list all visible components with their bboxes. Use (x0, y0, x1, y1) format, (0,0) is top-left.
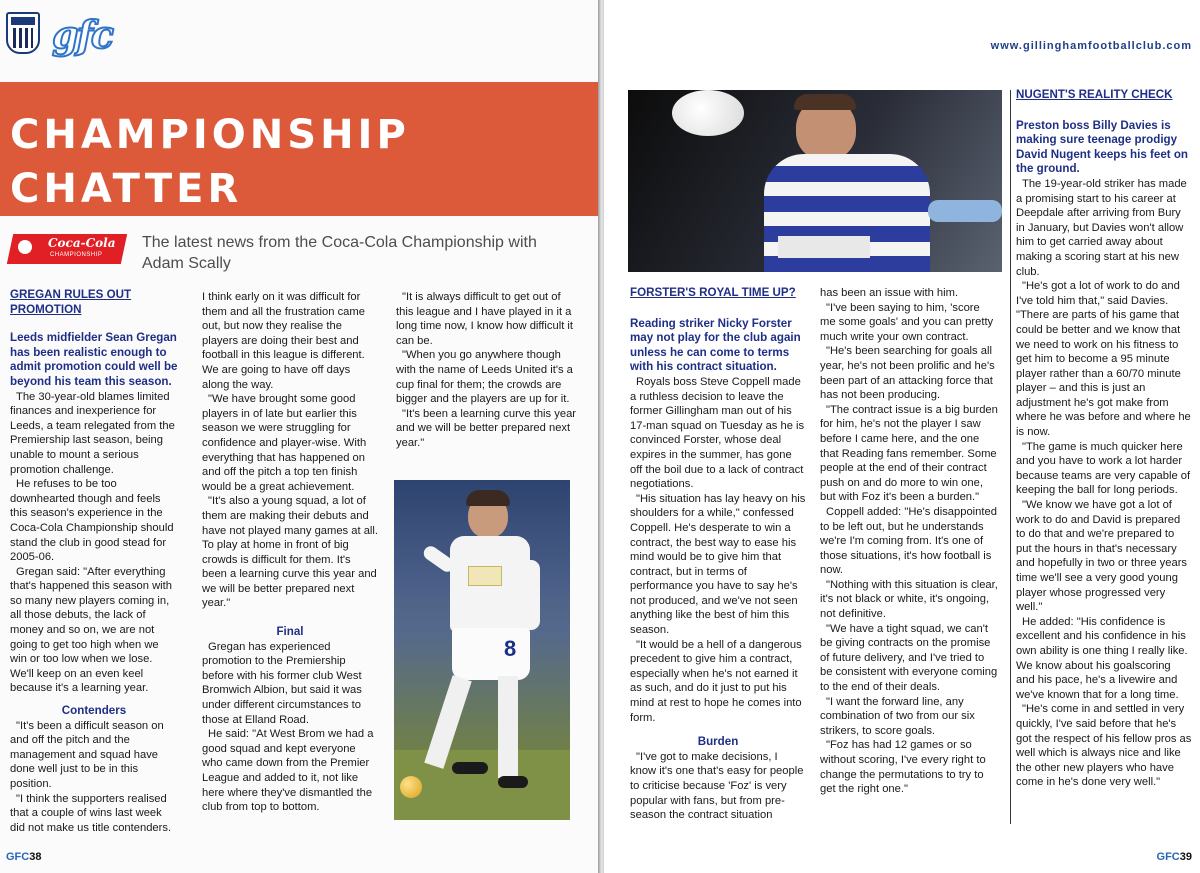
gregan-standfirst: Leeds midfielder Sean Gregan has been realistic enough to admit promotion could well be beyond his team this season. (10, 331, 178, 388)
forster-column-2 (820, 286, 998, 797)
gregan-column-1 (10, 288, 178, 835)
paragraph: "It's been a learning curve this year and we will be better prepared next year." (396, 407, 577, 449)
subhead-contenders: Contenders (61, 704, 127, 718)
column-divider (1010, 90, 1011, 824)
paragraph: "I think the supporters realised that a couple of wins last week did not make us title contenders. (10, 792, 172, 834)
headline-line-1: CHAMPIONSHIP (10, 112, 410, 158)
forster-photo (628, 90, 1002, 272)
forster-heading: FORSTER'S ROYAL TIME UP? (630, 286, 796, 299)
gregan-photo (394, 480, 570, 820)
opponent-arm (928, 200, 1002, 222)
paragraph: He added: "His confidence is excellent and his confidence in his own ability is one thing I really like. We know about his goalscoring and his pace, he's a livewire and we've known that for a long time. (1016, 615, 1188, 701)
football-icon (672, 90, 744, 136)
player-hair (794, 94, 856, 110)
paragraph: He refuses to be too downhearted though and feels this season's experience in the Coca-Cola Championship should stand the club in good stead for 2005-06. (10, 478, 174, 564)
headline-line-2: CHATTER (10, 166, 243, 212)
paragraph: The 19-year-old striker has made a promising start to his career at Deepdale after arriving from Bury in January, but Davies won't allow him to get carried away about making a scoring start at his new club. (1016, 177, 1187, 278)
paragraph: "We know we have got a lot of work to do and David is prepared to do that and we're prepared to put the hours in that's necessary and hopefully in two or three years time we'll see a very good young player whose progressed very well." (1016, 499, 1188, 614)
paragraph: "We have brought some good players in of late but earlier this season we were struggling for confidence and player-wise. With everything that has happened on and off the pitch a top ten finish would be a great achievement. (202, 393, 367, 493)
page-headline (10, 108, 410, 216)
left-page (0, 0, 598, 873)
paragraph: "It is always difficult to get out of this league and I have played in it a long time now, I know how difficult it can be. (396, 291, 574, 347)
sponsor-badge-label: Coca-Cola (48, 236, 116, 250)
paragraph: "It's been a difficult season on and off the pitch and the management and squad have done well just to be in this position. (10, 719, 164, 790)
nugent-standfirst: Preston boss Billy Davies is making sure teenage prodigy David Nugent keeps his feet on the ground. (1016, 118, 1189, 176)
player-shorts (452, 628, 530, 680)
paragraph: Coppell added: "He's disappointed to be left out, but he understands we're I'm coming from. It's one of those situations, it's how football is now. (820, 505, 997, 577)
paragraph: Royals boss Steve Coppell made a ruthless decision to leave the former Gillingham man out of his 17-man squad on Tuesday as he is convinced Forster, whose deal expires in the summer, has gone off the boil due to a lack of contract negotiations. (630, 375, 805, 491)
paragraph: The 30-year-old blames limited finances and inexperience for Leeds, a team relegated from the Premiership last season, being unable to mount a serious promotion challenge. (10, 390, 175, 476)
gregan-heading: GREGAN RULES OUT PROMOTION (10, 288, 132, 316)
nugent-column (1016, 88, 1192, 790)
forster-standfirst: Reading striker Nicky Forster may not play for the club again unless he can come to terms with his contract situation. (630, 316, 801, 374)
paragraph: has been an issue with him. (820, 287, 959, 299)
strapline: The latest news from the Coca-Cola Championship with Adam Scally (142, 234, 537, 272)
paragraph: "Foz has had 12 games or so without scoring, I've every right to change the permutations to try to get the right one." (820, 739, 986, 796)
subhead-burden: Burden (697, 735, 739, 749)
paragraph: Gregan has experienced promotion to the Premiership before with his former club West Bromwich Albion, but said it was under different circumstances to those at Elland Road. (202, 640, 362, 726)
player-leg-right (498, 676, 518, 778)
gregan-column-2 (202, 290, 378, 815)
paragraph: I think early on it was difficult for them and all the frustration came out, but now they realise the players are doing their best and football in this league is different. We are going to have off days along the way. (202, 291, 365, 391)
gfc-logo: gfc (52, 12, 113, 57)
right-page (604, 0, 1200, 873)
player-boot-left (452, 762, 488, 774)
paragraph: "He's been searching for goals all year, he's not been prolific and he's been part of an attacking force that has not been producing. (820, 345, 995, 402)
folio-prefix: GFC (1156, 851, 1180, 863)
football-icon (18, 240, 32, 254)
paragraph: "The game is much quicker here and you have to work a lot harder because teams are very capable of keeping the ball for long periods. (1016, 440, 1191, 497)
shirt-sponsor (778, 236, 870, 258)
paragraph: "I've got to make decisions, I know it's one that's easy for people to criticise because 'Foz' is very popular with fans, but from pre-season the contract situation (630, 750, 804, 822)
player-arm-right (522, 560, 540, 630)
paragraph: "I've been saying to him, 'score me some goals' and you can pretty much write your own contract. (820, 301, 994, 343)
subhead-final: Final (276, 625, 304, 639)
paragraph: "Nothing with this situation is clear, it's not black or white, it's ongoing, not definitive. (820, 578, 998, 621)
football-icon (400, 776, 422, 798)
shirt-number: 8 (504, 636, 517, 661)
shirt-sponsor (468, 566, 502, 586)
gregan-column-3 (396, 290, 576, 451)
folio-number: 39 (1179, 851, 1192, 863)
paragraph: "The contract issue is a big burden for him, he's not the player I saw before I came here, and the one that Reading fans remember. Some people at the end of their contract push on and do more to win one, but with Foz it's been a burden." (820, 403, 998, 504)
club-crest-logo (6, 12, 40, 54)
folio-prefix: GFC (6, 851, 30, 863)
player-boot-right (498, 776, 528, 788)
page-number-right (1157, 851, 1192, 863)
paragraph: "His situation has lay heavy on his shoulders for a while," confessed Coppell. He's desperate to win a contract, the best way to ease his mind would be to give him that contract, but in terms of performance you have to say he's not produced, and we've not seen anything like the best of him this season. (630, 492, 806, 637)
paragraph: "When you go anywhere though with the name of Leeds United it's a cup final for them; the crowds are bigger and the players are up for it. (396, 349, 573, 406)
site-url: www.gillinghamfootballclub.com (990, 40, 1192, 52)
paragraph: "It's also a young squad, a lot of them are making their debuts and have not played many games at all. To play at home in front of big crowds is difficult for them. It's been a learning curve this year and we will be better prepared next year." (202, 495, 378, 610)
page-number-left (6, 851, 41, 863)
paragraph: "I want the forward line, any combination of two from our six strikers, to score goals. (820, 695, 975, 737)
sponsor-badge-sub: CHAMPIONSHIP (50, 252, 103, 258)
forster-column-1 (630, 286, 806, 823)
paragraph: "We have a tight squad, we can't be giving contracts on the promise of future delivery, and I've tried to be consistent with everyone coming to the end of their deals. (820, 622, 998, 694)
nugent-heading: NUGENT'S REALITY CHECK (1016, 88, 1173, 101)
paragraph: He said: "At West Brom we had a good squad and kept everyone who came down from the Premier League and added to it, not like here where they've dismantled the club from top to bottom. (202, 728, 374, 814)
paragraph: "It would be a hell of a dangerous precedent to give him a contract, especially when he's not earned it as such, and do it just to put his mind at rest to hope he comes into form. (630, 638, 802, 724)
player-hair (466, 490, 510, 506)
paragraph: "He's got a lot of work to do and I've told him that," said Davies. "There are parts of his game that could be better and we know that we need to work on his fitness to get him to become a 95 minute player rather than a 60/70 minute player – and this is just an adjustment he's got make from where he was before and where he is now. (1016, 280, 1191, 439)
folio-number: 38 (29, 851, 42, 863)
paragraph: "He's come in and settled in very quickly, I've said before that he's got the respect of his fellow pros as well which is always nice and like the other new players who have come in he's done very well." (1016, 703, 1192, 789)
paragraph: Gregan said: "After everything that's happened this season with so many new players coming in, all those debuts, the lack of money and so on, we are not going to get too high when we win or too low when we lose. We'll keep on an even keel because it's a learning year. (10, 565, 172, 695)
